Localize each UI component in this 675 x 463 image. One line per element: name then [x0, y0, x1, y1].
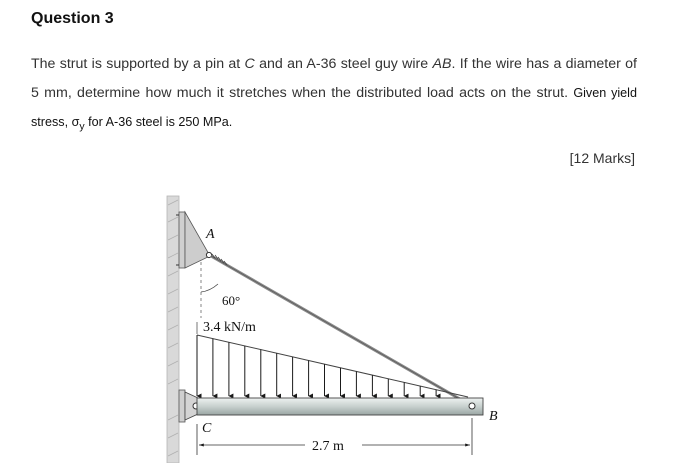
- given-subscript: y: [79, 120, 85, 133]
- question-title: Question 3: [31, 10, 114, 27]
- pin-label: C: [244, 56, 255, 72]
- label-a: A: [206, 227, 215, 242]
- length-label: 2.7 m: [312, 439, 344, 454]
- label-c: C: [202, 421, 212, 436]
- text-part-2: and an A-36 steel guy wire: [254, 56, 433, 72]
- pin-b: [469, 403, 475, 409]
- load-profile-line: [197, 335, 468, 397]
- wire-label: AB: [432, 56, 452, 72]
- given-tail: for A-36 steel is 250 MPa.: [84, 115, 233, 129]
- strut-beam: [197, 398, 483, 415]
- angle-arc: [201, 284, 218, 292]
- marks-label: [12 Marks]: [569, 150, 635, 166]
- label-b: B: [489, 409, 498, 424]
- load-label: 3.4 kN/m: [203, 320, 256, 335]
- text-part-1: The strut is supported by a pin at: [31, 56, 245, 72]
- given-text: Given yield stress, σ: [31, 86, 637, 129]
- text-part-3: . If the wire has a diameter of 5 mm, determine how much it stretches when the distributed load acts on the strut.: [31, 56, 637, 101]
- angle-label: 60°: [222, 293, 241, 308]
